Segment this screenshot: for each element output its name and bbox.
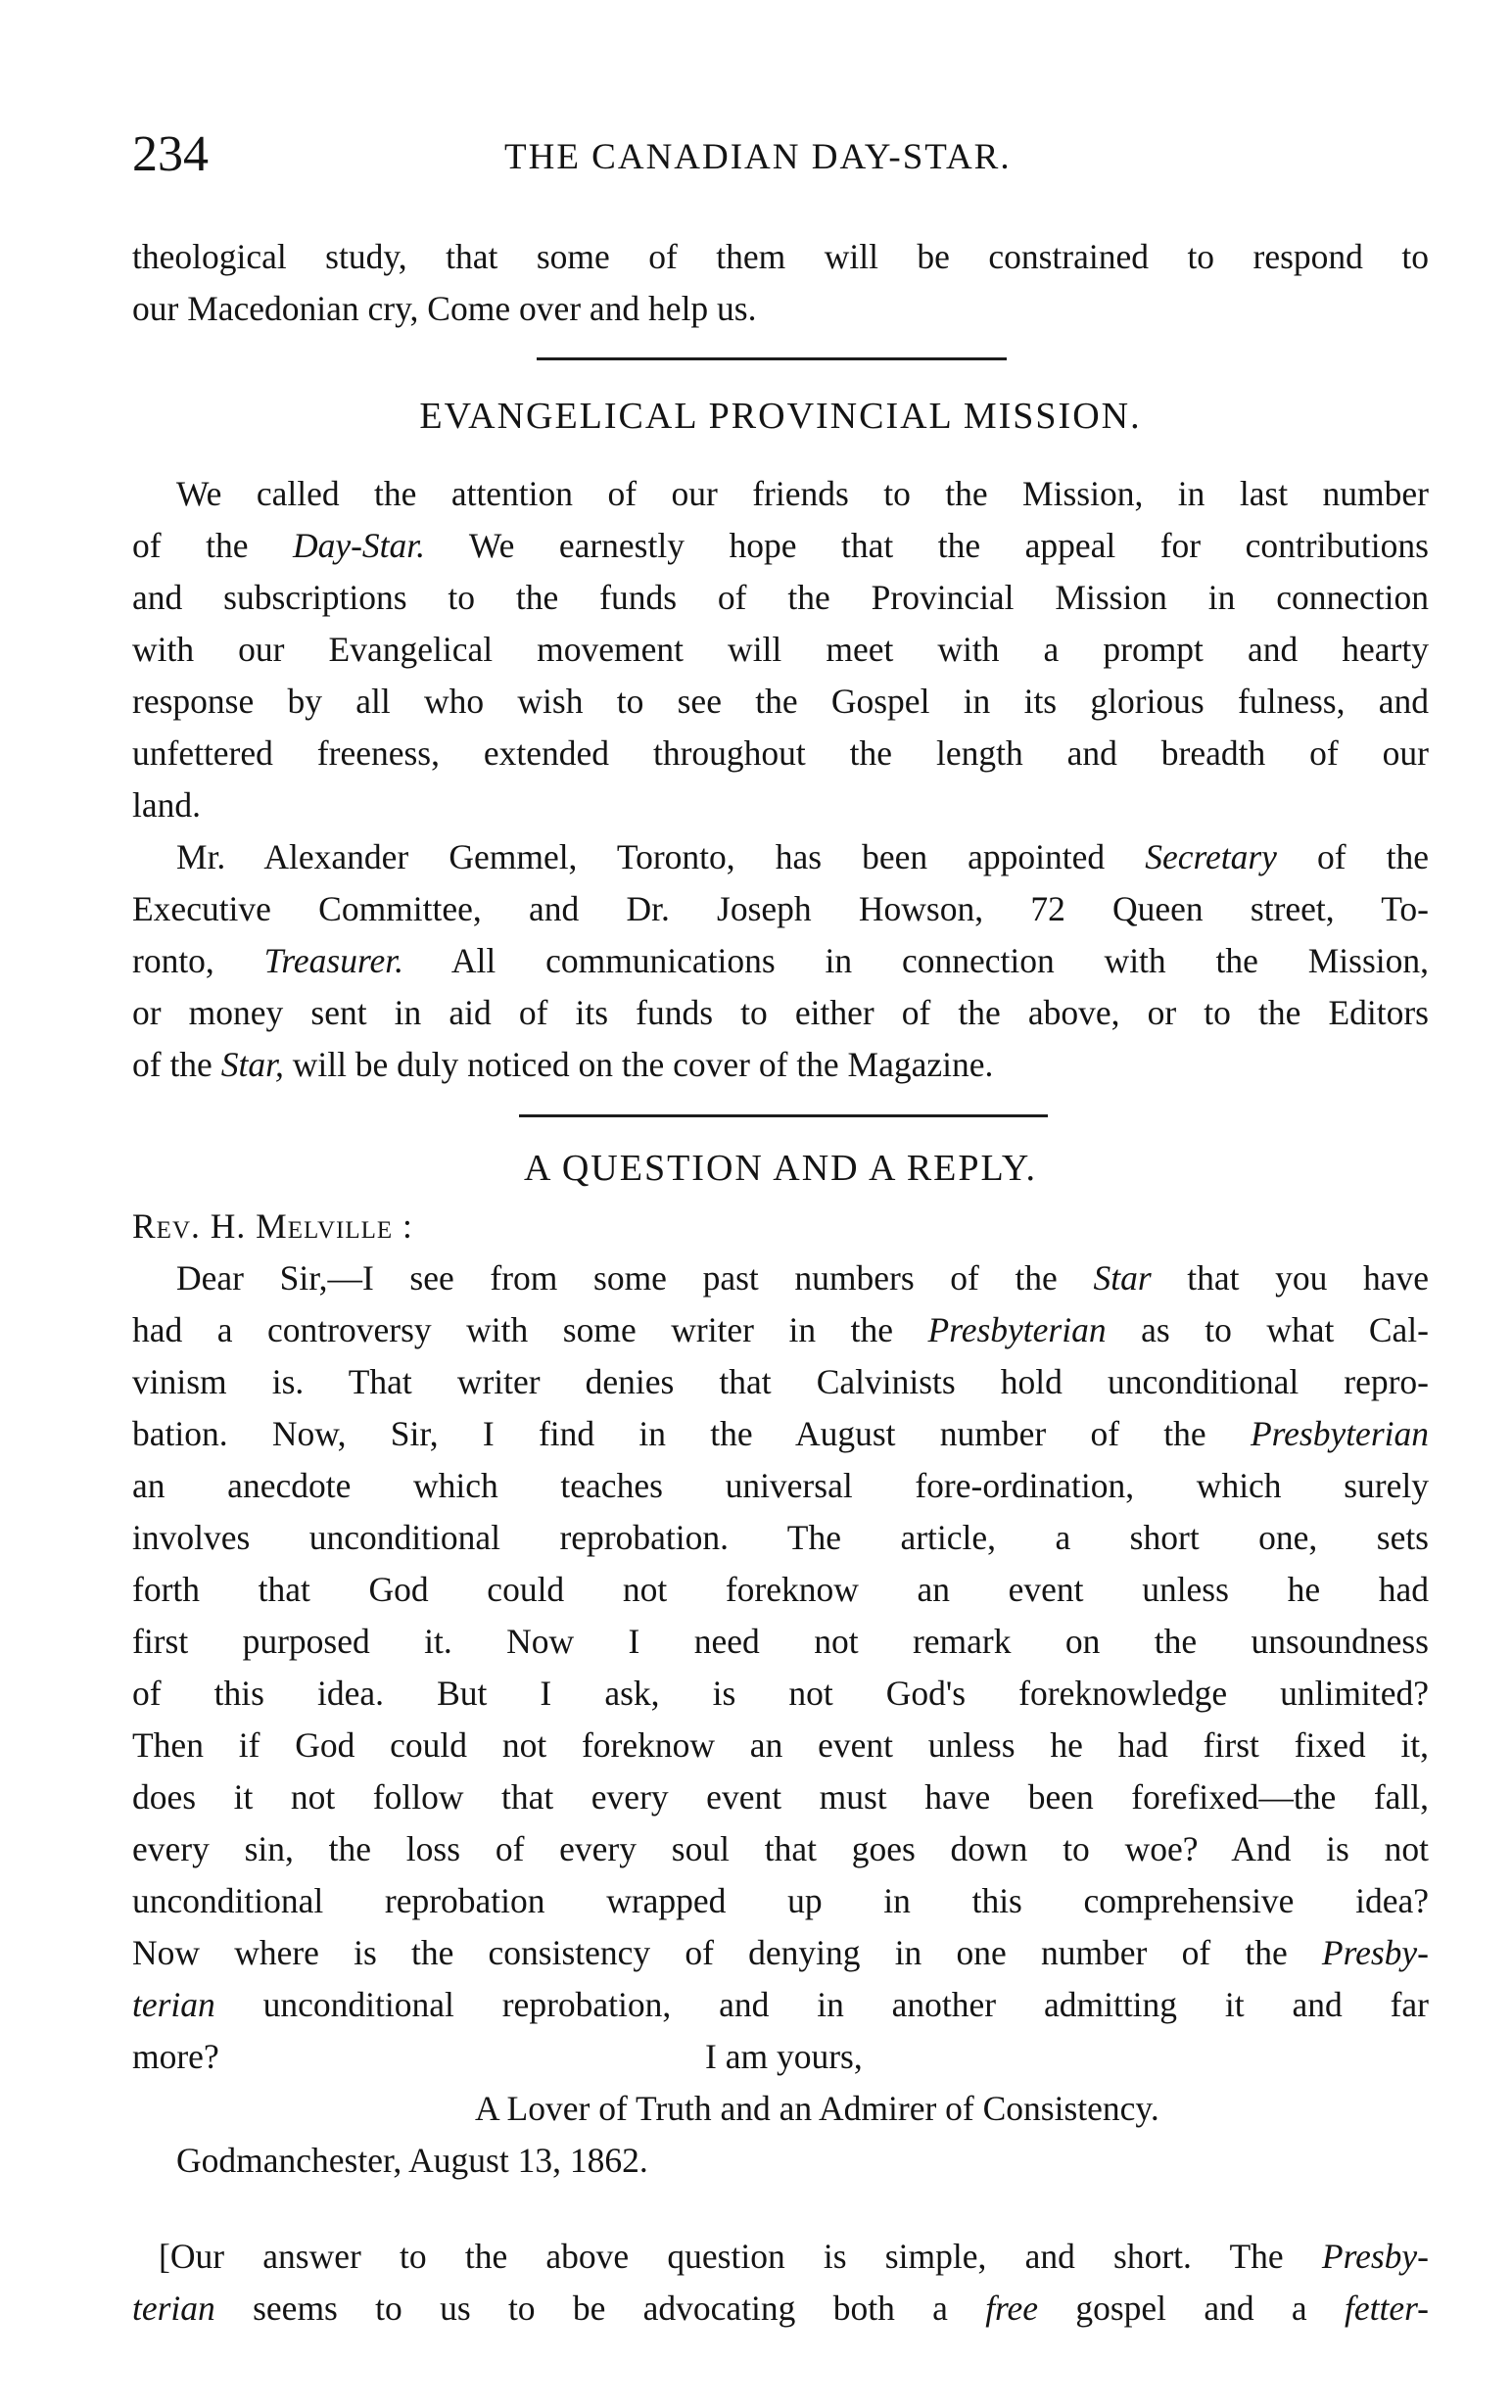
place-date: Godmanchester, August 13, 1862. <box>176 2141 648 2180</box>
closing: I am yours, <box>705 2037 863 2076</box>
mission-body: We called the attention of our friends to the Mission, in last number of the Day-Star. We earnestly hope that the appeal for contributions and subscriptions to the funds of the Provincial Mission in connection with our Evangelical movement will meet with a prompt and hearty response by all who wish to see the Gospel in its glorious fulness, and unfettered freeness, extended throughout the length and breadth of our land. Mr. Alexander Gemmel, Toronto, has been appointed Secretary of the Executive Committee, and Dr. Joseph Howson, 72 Queen street, To- ronto, Treasurer. All communications in connection with the Mission, or money sent in aid of its funds to either of the above, or to the Editors of the Star, will be duly noticed on the cover of the Magazine. <box>132 474 1429 1084</box>
page-number: 234 <box>132 126 209 182</box>
section-divider <box>537 357 1007 360</box>
letter-body: Rev. H. Melville : Dear Sir,—I see from some past numbers of the Star that you have had a controversy with some writer in the Presbyterian as to what Cal- vinism is. That writer denies that Calvinists hold unconditional repro- bation. Now, Sir, I find in the August number of the Presbyterian an anecdote which teaches universal fore-ordination, which surely involves unconditional reprobation. The article, a short one, sets forth that God could not foreknow an event unless he had first purposed it. Now I need not remark on the unsoundness of this idea. But I ask, is not God's foreknowledge unlimited? Then if God could not foreknow an event unless he had first fixed it, does it not follow that every event must have been forefixed—the fall, every sin, the loss of every soul that goes down to woe? And is not unconditional reprobation wrapped up in this comprehensive idea? Now where is the consistency of denying in one number of the Presby- terian unconditional reprobation, and in another admitting it and far more? I am yours, A Lover of Truth and an Admirer of Consistency. Godmanchester, August 13, 1862. <box>132 1201 1429 2187</box>
section-heading-mission: EVANGELICAL PROVINCIAL MISSION. <box>419 396 1142 437</box>
running-head: THE CANADIAN DAY-STAR. <box>504 137 1012 177</box>
salutation: Rev. H. Melville : <box>132 1206 413 1246</box>
intro-paragraph: theological study, that some of them will be constrained to respond to our Macedonian cry, Come over and help us. <box>132 237 1429 328</box>
signature: A Lover of Truth and an Admirer of Consistency. <box>475 2089 1159 2128</box>
section-divider <box>519 1114 1048 1117</box>
section-heading-question: A QUESTION AND A REPLY. <box>524 1148 1037 1189</box>
answer-paragraph: [Our answer to the above question is simple, and short. The Presby- terian seems to us to be advocating both a free gospel and a fetter- <box>132 2237 1429 2328</box>
page-header <box>132 125 1418 194</box>
